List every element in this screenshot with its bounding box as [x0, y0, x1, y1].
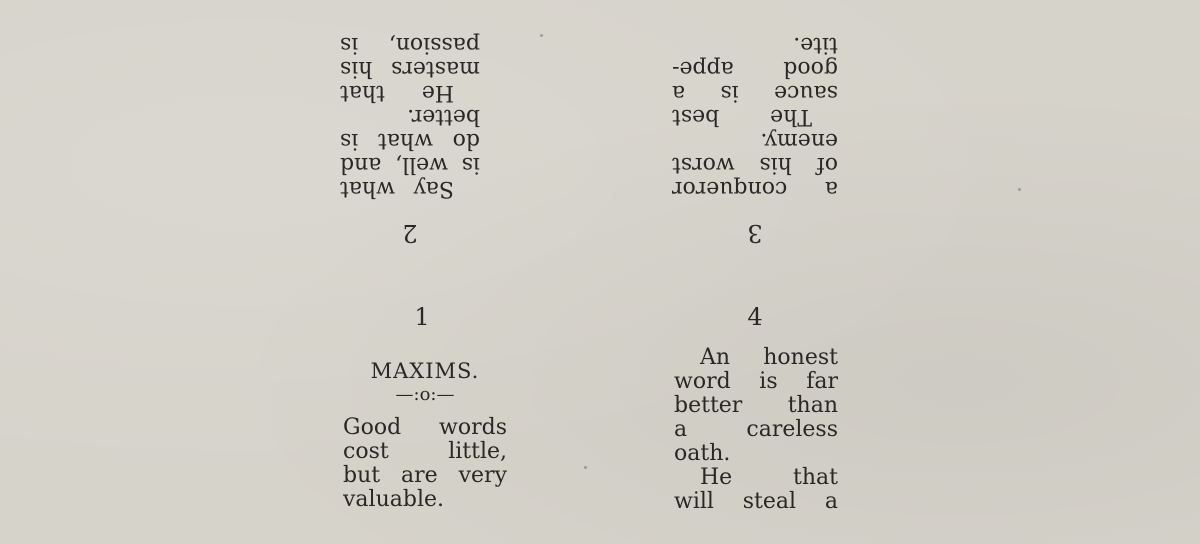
text-line: He that	[340, 80, 454, 105]
page-3-block	[672, 6, 838, 246]
ornament-divider: —:o:—	[395, 384, 455, 405]
text-line: Say what	[340, 176, 454, 201]
page-1-text	[343, 358, 507, 512]
page-2-text	[340, 32, 480, 200]
text-line: do what is	[340, 128, 480, 153]
text-line: better than	[674, 393, 838, 418]
text-line: valuable.	[343, 487, 444, 512]
text-line: masters his	[340, 56, 480, 81]
text-line: better.	[407, 104, 480, 129]
text-line: enemy.	[760, 128, 838, 153]
page-number-1: 1	[414, 303, 430, 331]
text-line: An honest	[700, 345, 838, 370]
page-4-text	[674, 346, 838, 514]
text-line: He that	[700, 465, 838, 490]
text-line: passion, is	[340, 32, 480, 57]
page-number-2: 2	[402, 219, 418, 247]
text-line: is well, and	[340, 152, 480, 177]
text-line: cost little,	[343, 439, 507, 464]
paper-speck	[1018, 188, 1021, 191]
paper-speck	[540, 34, 543, 37]
text-line: Good words	[343, 415, 507, 440]
text-line: a conqueror	[672, 176, 838, 201]
text-line: of his worst	[672, 152, 838, 177]
page-title: MAXIMS.	[370, 359, 480, 383]
text-line: sauce is a	[672, 80, 838, 105]
text-line: tite.	[793, 32, 838, 57]
page-number-3: 3	[747, 219, 763, 247]
text-line: word is far	[674, 369, 838, 394]
paper-speck	[584, 466, 587, 469]
text-line: but are very	[343, 463, 507, 488]
text-line: a careless	[674, 417, 838, 442]
text-line: The best	[672, 104, 812, 129]
text-line: will steal a	[674, 489, 838, 514]
page-2-block	[340, 6, 480, 246]
text-line: good appe-	[672, 56, 838, 81]
page-3-text	[672, 32, 838, 200]
page-number-4: 4	[747, 303, 763, 331]
text-line: oath.	[674, 441, 731, 466]
